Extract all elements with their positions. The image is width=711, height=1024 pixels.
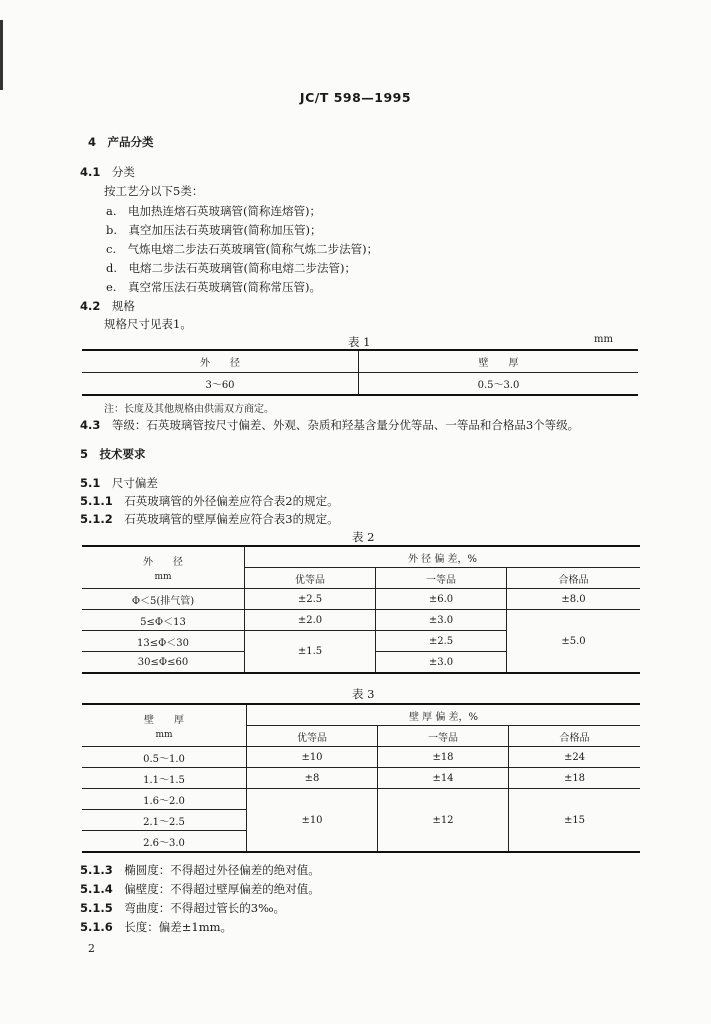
table-cell: ±5.0 — [507, 610, 641, 674]
table-header: 外 径 — [82, 350, 359, 373]
table-1-note: 注：长度及其他规格由供需双方商定。 — [104, 404, 274, 415]
list-item: e. 真空常压法石英玻璃管(简称常压管)。 — [106, 280, 321, 294]
table-cell: ±6.0 — [376, 589, 507, 610]
table-cell: ±2.5 — [376, 631, 507, 652]
list-item: c. 气炼电熔二步法石英玻璃管(简称气炼二步法管)； — [106, 242, 379, 256]
scan-edge-mark — [0, 20, 3, 90]
table-header: 壁 厚 偏 差，% — [247, 704, 641, 726]
table-cell: ±8.0 — [507, 589, 641, 610]
table-1-caption: 表 1 — [348, 335, 371, 349]
table-cell: ±3.0 — [376, 652, 507, 674]
table-row — [82, 610, 640, 631]
table-header: 合格品 — [507, 568, 641, 589]
table-2-caption: 表 2 — [352, 530, 375, 544]
table-cell: ±12 — [378, 789, 509, 853]
list-item: d. 电熔二步法石英玻璃管(简称电熔二步法管)； — [106, 261, 357, 275]
section-5-heading: 5 技术要求 — [80, 447, 146, 461]
section-5-1-2: 5.1.2 石英玻璃管的壁厚偏差应符合表3的规定。 — [80, 512, 339, 526]
table-cell: 30≤Φ≤60 — [82, 652, 245, 674]
table-cell: 0.5～1.0 — [82, 747, 247, 768]
table-row — [82, 589, 640, 610]
section-4-1-intro: 按工艺分以下5类： — [104, 184, 204, 198]
section-5-1-1: 5.1.1 石英玻璃管的外径偏差应符合表2的规定。 — [80, 494, 339, 508]
section-4-1-heading: 4.1 分类 — [80, 165, 135, 179]
table-header: 一等品 — [378, 726, 509, 747]
table-header: 外 径 偏 差，% — [245, 546, 641, 568]
table-cell: 5≤Φ＜13 — [82, 610, 245, 631]
table-cell: 2.6～3.0 — [82, 831, 247, 853]
table-cell: ±8 — [247, 768, 378, 789]
table-cell: ±2.5 — [245, 589, 376, 610]
table-cell: 1.6～2.0 — [82, 789, 247, 810]
page-number: 2 — [88, 942, 95, 955]
table-header: 优等品 — [247, 726, 378, 747]
table-header: 壁 厚 — [359, 350, 639, 373]
table-header: 合格品 — [509, 726, 641, 747]
section-4-3: 4.3 等级：石英玻璃管按尺寸偏差、外观、杂质和羟基含量分优等品、一等品和合格品3个等级。 — [80, 418, 580, 432]
table-cell: ±14 — [378, 768, 509, 789]
list-item: b. 真空加压法石英玻璃管(简称加压管)； — [106, 223, 322, 237]
table-cell: ±10 — [247, 789, 378, 853]
table-1-unit: mm — [594, 334, 613, 345]
table-cell: ±24 — [509, 747, 641, 768]
section-4-2-heading: 4.2 规格 — [80, 299, 135, 313]
table-2 — [82, 545, 640, 674]
table-row — [82, 747, 640, 768]
section-4-2-text: 规格尺寸见表1。 — [104, 317, 192, 331]
table-header: 优等品 — [245, 568, 376, 589]
section-5-1-5: 5.1.5 弯曲度：不得超过管长的3‰。 — [80, 901, 285, 915]
table-row — [82, 768, 640, 789]
table-cell: 2.1～2.5 — [82, 810, 247, 831]
table-cell: 3～60 — [82, 373, 359, 396]
section-5-1-heading: 5.1 尺寸偏差 — [80, 476, 158, 490]
table-cell: Φ＜5(排气管) — [82, 589, 245, 610]
table-cell: 13≤Φ＜30 — [82, 631, 245, 652]
section-5-1-6: 5.1.6 长度：偏差±1mm。 — [80, 920, 233, 934]
table-header: 外 径 mm — [82, 546, 245, 589]
table-cell: ±3.0 — [376, 610, 507, 631]
table-cell: ±2.0 — [245, 610, 376, 631]
table-header: 一等品 — [376, 568, 507, 589]
table-3 — [82, 703, 640, 853]
section-5-1-4: 5.1.4 偏壁度：不得超过壁厚偏差的绝对值。 — [80, 882, 320, 896]
table-cell: ±1.5 — [245, 631, 376, 674]
table-3-caption: 表 3 — [352, 687, 375, 701]
table-1 — [82, 349, 638, 396]
table-header: 壁 厚 mm — [82, 704, 247, 747]
section-5-1-3: 5.1.3 椭圆度：不得超过外径偏差的绝对值。 — [80, 863, 320, 877]
section-4-heading: 4 产品分类 — [88, 135, 154, 149]
table-cell: ±18 — [509, 768, 641, 789]
table-row — [82, 789, 640, 810]
table-cell: 1.1～1.5 — [82, 768, 247, 789]
table-cell: ±15 — [509, 789, 641, 853]
table-cell: ±10 — [247, 747, 378, 768]
standard-header: JC/T 598—1995 — [299, 90, 412, 105]
list-item: a. 电加热连熔石英玻璃管(简称连熔管)； — [106, 204, 321, 218]
table-cell: ±18 — [378, 747, 509, 768]
table-cell: 0.5～3.0 — [359, 373, 639, 396]
